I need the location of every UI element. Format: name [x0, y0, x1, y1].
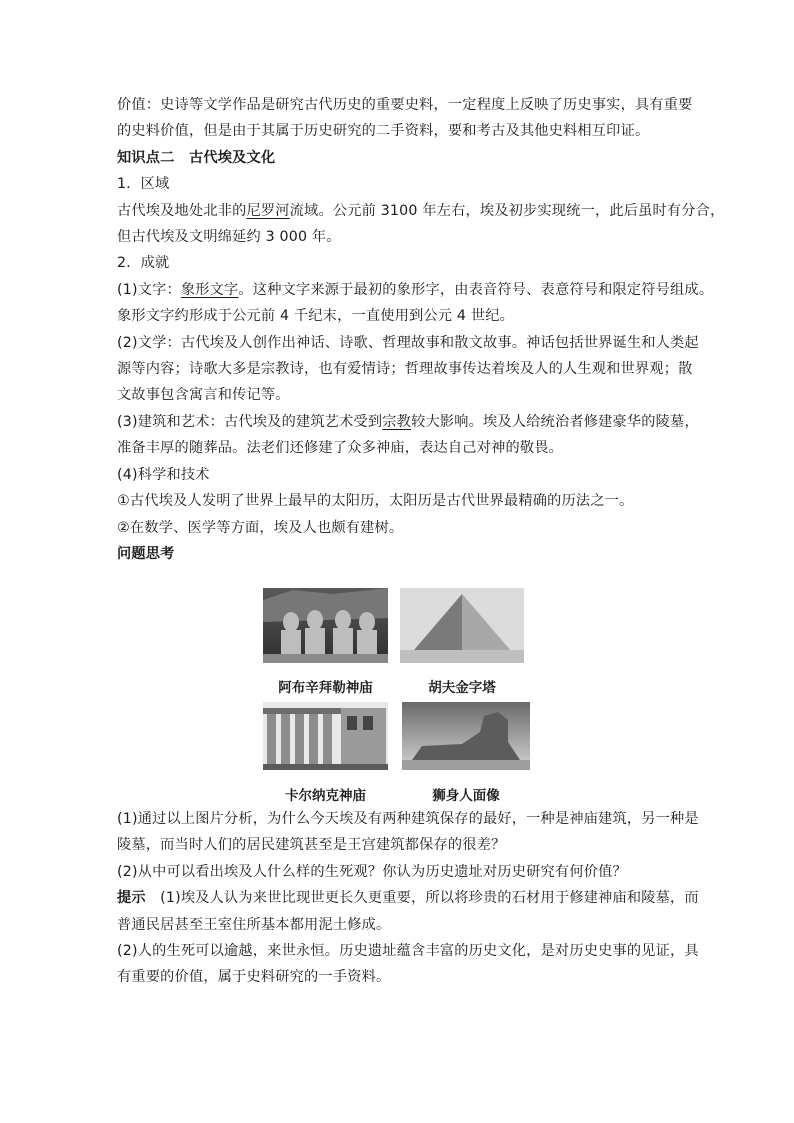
writing-pre: (1)文字：: [117, 281, 181, 298]
questions-body: [117, 806, 699, 991]
literature-line-2: 源等内容；诗歌大多是宗教诗，也有爱情诗；哲理故事传达着埃及人的人生观和世界观；散: [117, 361, 693, 378]
question-heading: 问题思考: [117, 545, 175, 562]
caption-sphinx: 狮身人面像: [432, 788, 500, 804]
architecture-line-2: 准备丰厚的随葬品。法老们还修建了众多神庙，表达自己对神的敬畏。: [117, 440, 564, 457]
caption-pyramid: 胡夫金字塔: [428, 680, 496, 696]
literature-line-3: 文故事包含寓言和传记等。: [117, 387, 290, 404]
caption-abu-simbel: 阿布辛拜勒神庙: [278, 680, 373, 696]
question-2-line-1: (2)从中可以看出埃及人什么样的生死观？你认为历史遗址对历史研究有何价值？: [117, 863, 627, 880]
nile-underlined: 尼罗河: [246, 202, 290, 219]
literature-line-1: (2)文学：古代埃及人创作出神话、诗歌、哲理故事和散文故事。神话包括世界诞生和人类起: [117, 334, 699, 351]
abu-simbel-photo: [263, 588, 388, 663]
hint-label: 提示: [117, 890, 146, 907]
pyramid-photo: [400, 588, 524, 663]
writing-line-2: 象形文字约形成于公元前 4 千纪末，一直使用到公元 4 世纪。: [117, 308, 514, 325]
writing-line-1: [117, 277, 714, 303]
hint-text-1: (1)埃及人认为来世比现世更长久更重要，所以将珍贵的石材用于修建神庙和陵墓，而: [145, 890, 699, 907]
hint2-line-2: 有重要的价值，属于史料研究的一手资料。: [117, 969, 391, 986]
hint-line-1: [117, 885, 699, 911]
karnak-photo: [263, 702, 388, 770]
hieroglyph-underlined: 象形文字: [180, 281, 239, 298]
hint-line-2: 普通民居甚至王室住所基本都用泥土修成。: [117, 916, 391, 933]
region-line-1: [117, 198, 725, 224]
hint2-line-1: (2)人的生死可以逾越，来世永恒。历史遗址蕴含丰富的历史文化，是对历史史事的见证，具: [117, 943, 699, 960]
question-1-line-2: 陵墓，而当时人们的居民建筑甚至是王宫建筑都保存的很差？: [117, 837, 506, 854]
photo-figure: [117, 588, 679, 804]
region-line-2: 但古代埃及文明绵延约 3 000 年。: [117, 229, 341, 246]
science-line-2: ②在数学、医学等方面，埃及人也颇有建树。: [117, 519, 404, 536]
science-line-1: ①古代埃及人发明了世界上最早的太阳历，太阳历是古代世界最精确的历法之一。: [117, 493, 634, 510]
question-1-line-1: (1)通过以上图片分析，为什么今天埃及有两种建筑保存的最好，一种是神庙建筑，另一种是: [117, 811, 699, 827]
region-title: 1．区域: [117, 176, 170, 193]
region-text-pre: 古代埃及地处北非的: [117, 202, 247, 219]
religion-underlined: 宗教: [382, 413, 412, 430]
writing-post: 。这种文字来源于最初的象形字，由表音符号、表意符号和限定符号组成。: [238, 281, 714, 298]
region-text-post: 流域。公元前 3100 年左右，埃及初步实现统一，此后虽时有分合，: [289, 202, 725, 219]
arch-pre: (3)建筑和艺术：古代埃及的建筑艺术受到: [117, 413, 383, 430]
value-line-1: 价值：史诗等文学作品是研究古代历史的重要史料，一定程度上反映了历史事实，具有重要: [117, 97, 693, 113]
arch-post: 较大影响。埃及人给统治者修建豪华的陵墓，: [411, 413, 699, 430]
achievements-title: 2．成就: [117, 255, 170, 272]
document-body: [117, 92, 725, 567]
sphinx-photo: [402, 702, 530, 770]
section-heading: 知识点二 古代埃及文化: [117, 149, 276, 166]
value-line-2: 的史料价值，但是由于其属于历史研究的二手资料，要和考古及其他史料相互印证。: [117, 123, 650, 140]
caption-karnak: 卡尔纳克神庙: [285, 788, 366, 804]
science-title: (4)科学和技术: [117, 466, 210, 483]
architecture-line-1: [117, 409, 699, 435]
